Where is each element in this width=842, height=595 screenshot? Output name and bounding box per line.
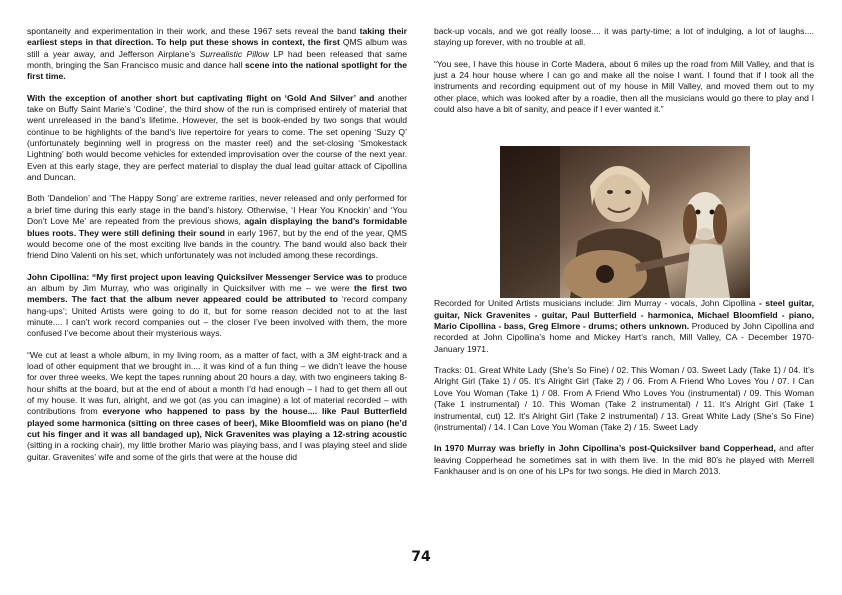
text-run: “We cut at least a whole album, in my living room, as a matter of fact, with a 3M eight-track and a load of other equipment that we brought in.... it was kind of a fun thing – we didn’t leave the house for over three weeks. We kept the tapes running about 20 hours a day, with two engineers taking 8-hour shifts at the board, but at the end of about a month I’d had enough – I had to get them all out of my house. It was fun, alright, and we got (as you can imagine) a lot of material recorded – with contributions from [27, 349, 407, 417]
bold-text-run: In 1970 Murray was briefly in John Cipollina’s post-Quicksilver band Copperhead, [434, 443, 776, 454]
text-run: ‘record company hang-ups’; United Artists were going to do it, but for some reason decided not to at the last minute.... I can’t work record companies out – the closer I’ve been involved with them, the more confused I’ve become about their mysterious ways. [27, 294, 408, 339]
text-run: produce an album by Jim Murray, who was originally in Quicksilver with me – we were [27, 271, 407, 293]
left-paragraph-2 [27, 93, 407, 184]
musician-photo [500, 146, 750, 298]
bold-text-run: - steel guitar, guitar, Nick Gravenites - guitar, Paul Butterfield - harmonica, Michael Bloomfield - piano, Mario Cipollina - bass, Greg Elmore - drums; others unknown. [434, 298, 814, 332]
left-paragraph-3 [27, 193, 407, 261]
text-run: Recorded for United Artists musicians include: Jim Murray - vocals, John Cipollina [434, 298, 760, 309]
bold-text-run: My first project upon leaving Quicksilver Messenger Service was to [96, 271, 374, 282]
italic-text-run: Surrealistic Pillow [199, 48, 269, 59]
left-paragraph-1 [27, 26, 407, 83]
bold-text-run: again displaying the band’s formidable blues roots. They were still defining their sound [27, 216, 407, 238]
bold-text-run: taking their earliest steps in that direction. To help put these shows in context, the first [27, 26, 407, 48]
text-run: spontaneity and experimentation in their work, and these 1967 sets reveal the band [27, 26, 360, 36]
text-run: Tracks: 01. Great White Lady (She’s So Fine) / 02. This Woman / 03. Sweet Lady (Take 1) / 04. It’s Alright Girl (Take 1) / 05. It’s Alright Girl (Take 2) / 06. From A Friend Who Loves You / 07. I Can Love You Woman (Take 1) / 08. From A Friend Who Loves You (instrumental) / 09. This Woman (Take 1 instrumental) / 10. This Woman (Take 2 instrumental) / 11. It’s Alright Girl (Take 1 instrumental, cut) 12. It’s Alright Girl (Take 2 instrumental) / 13. Great White Lady (She’s So Fine) (instrumental) / 14. I Can Love You Woman (Take 2) / 15. Sweet Lady [434, 365, 814, 432]
right-paragraph-4 [434, 365, 814, 433]
right-paragraph-1 [434, 26, 814, 49]
text-run: back-up vocals, and we got really loose.... it was party-time; a lot of indulging, a lot of laughs.... staying up forever, with no trouble at all. [434, 26, 814, 48]
left-paragraph-4 [27, 272, 407, 340]
text-run: and after leaving Copperhead he sometimes sat in with them live. In the mid 80’s he played with Merrell Fankhauser and is on one of his LPs for two songs. He died in March 2013. [434, 443, 814, 476]
bold-text-run: With the exception of another short but captivating flight on ‘Gold And Silver’ and [27, 92, 375, 103]
text-run: another take on Buffy Saint Marie’s ‘Codine’, the third show of the run is comprised entirely of material that went unreleased in the band’s lifetime. However, the set is book-ended by two songs that would continue to be highlights of the band’s live repertoire for years to come. The set opening ‘Suzy Q’ (unfortunately beginning well in progress on the master reel) and the set-closing ‘Smokestack Lightning’ both would become vehicles for extended improvisation over the course of the next year. Even at this early stage, they are perfect material to display the dual lead guitar attack of Cipollina and Duncan. [27, 92, 407, 183]
right-paragraph-5 [434, 443, 814, 477]
bold-text-run: John Cipollina: “ [27, 271, 97, 282]
musician-with-guitar-and-dog-icon [500, 146, 750, 298]
bold-text-run: the first two members. The fact that the album never appeared could be attributed to [27, 282, 407, 305]
text-run: LP had been released that same month, bringing the San Francisco music and dance hall [27, 48, 407, 71]
text-run: Produced by John Cipollina and recorded at John Cipollina’s home and Mickey Hart’s ranch, Mill Valley, CA - December 1970-January 1971. [434, 321, 814, 354]
text-run: (sitting in a rocking chair), my little brother Mario was playing bass, and I was playing steel and slide guitar. Gravenites’ wife and some of the girls that were at the house did [27, 440, 407, 462]
page-number: 74 [411, 549, 431, 565]
text-run: QMS album was still a year away, and Jefferson Airplane’s [27, 37, 407, 59]
right-paragraph-2 [434, 59, 814, 116]
bold-text-run: everyone who happened to pass by the house.... like Paul Butterfield played some harmonica (sitting on three cases of beer), Mike Bloomfield was on piano (he’d cut his finger and it was all bandaged up), Nick Gravenites was playing a 12-string acoustic [27, 406, 407, 439]
left-paragraph-5 [27, 350, 407, 463]
text-run: in early 1967, but by the end of the year, QMS would become one of the most exciting live bands in the country. The band would also back their friend Dino Valenti on his set, which unfortunately was not included among these recordings. [27, 227, 407, 261]
text-run: “You see, I have this house in Corte Madera, about 6 miles up the road from Mill Valley, and that is just a 24 hour house where I can go and make all the noise I want. I found that if I took all the instruments and recording equipment out of my house in Mill Valley, and moved them out to my other place, which was looked after by a roadie, then all the musicians would go there to play and I could also have a bit of sanity, and peace if I ever wanted it.” [434, 58, 814, 115]
right-paragraph-3 [434, 298, 814, 355]
left-column [27, 26, 407, 473]
bold-text-run: scene into the national spotlight for the first time. [27, 60, 407, 82]
text-run: Both ‘Dandelion’ and ‘The Happy Song’ are extreme rarities, never released and only performed for a brief time during this early stage in the band’s history. Otherwise, ‘I Hear You Knockin’ and ‘You Don’t Love Me’ are repeated from the previous shows, [27, 193, 407, 227]
